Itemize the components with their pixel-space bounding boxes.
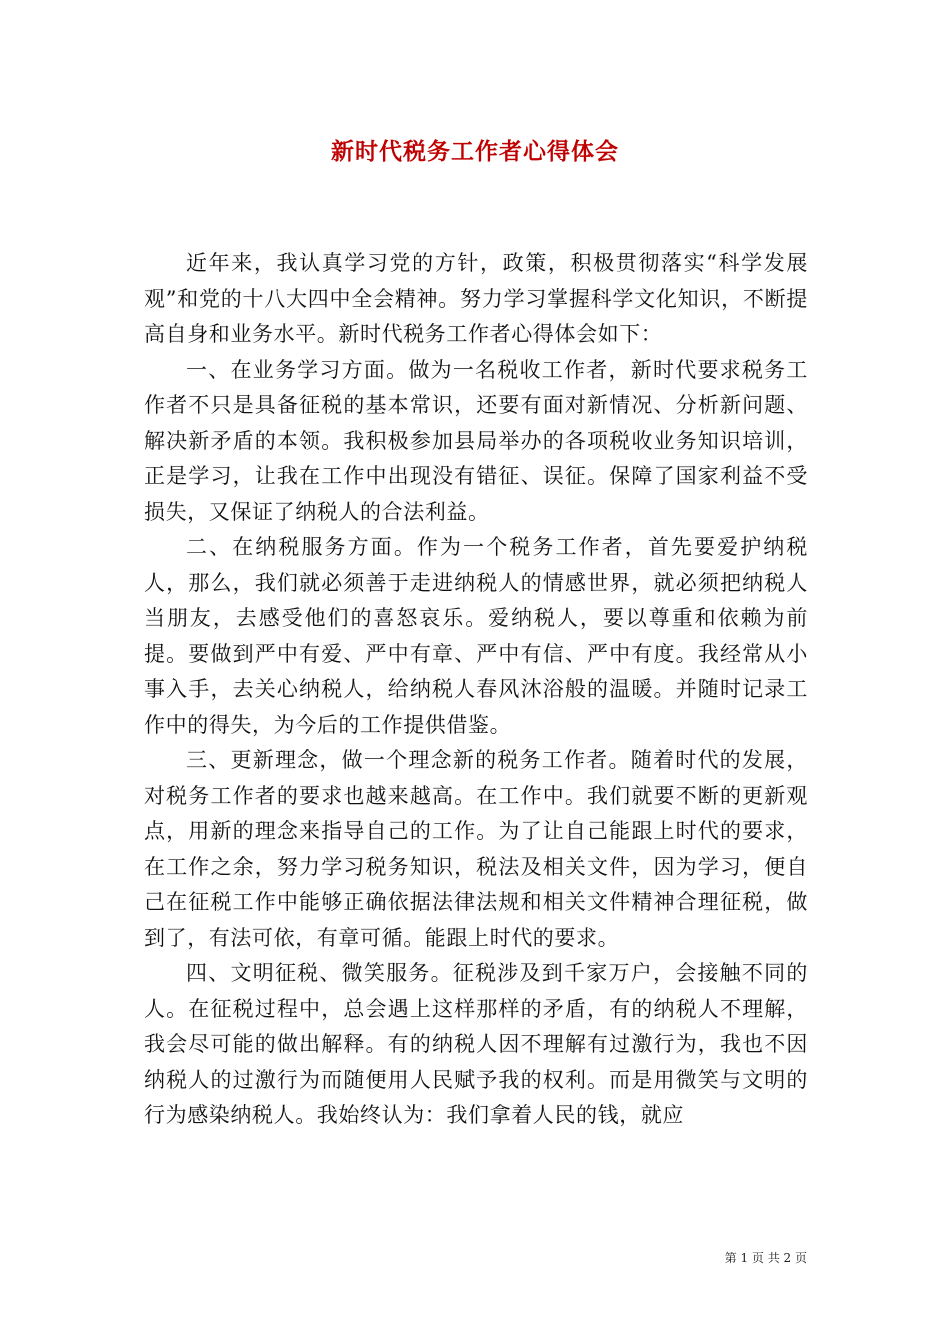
page-number-footer: 第 1 页 共 2 页 [724,1251,807,1265]
paragraph-civilized-tax: 四、文明征税、微笑服务。征税涉及到千家万户，会接触不同的人。在征税过程中，总会遇上这样那样的矛盾，有的纳税人不理解，我会尽可能的做出解释。有的纳税人因不理解有过激行为，我也不因纳税人的过激行为而随便用人民赋予我的权利。而是用微笑与文明的行为感染纳税人。我始终认为：我们拿着人民的钱，就应 [144,961,808,1127]
paragraph-business-study: 一、在业务学习方面。做为一名税收工作者，新时代要求税务工作者不只是具备征税的基本常识，还要有面对新情况、分析新问题、解决新矛盾的本领。我积极参加县局举办的各项税收业务知识培训，正是学习，让我在工作中出现没有错征、误征。保障了国家利益不受损失，又保证了纳税人的合法利益。 [144,357,808,524]
document-body [144,246,808,1134]
paragraph-intro: 近年来，我认真学习党的方针，政策，积极贯彻落实“科学发展观”和党的十八大四中全会精神。努力学习掌握科学文化知识，不断提高自身和业务水平。新时代税务工作者心得体会如下： [144,251,808,346]
paragraph-taxpayer-service: 二、在纳税服务方面。作为一个税务工作者，首先要爱护纳税人，那么，我们就必须善于走进纳税人的情感世界，就必须把纳税人当朋友，去感受他们的喜怒哀乐。爱纳税人，要以尊重和依赖为前提。要做到严中有爱、严中有章、严中有信、严中有度。我经常从小事入手，去关心纳税人，给纳税人春风沐浴般的温暖。并随时记录工作中的得失，为今后的工作提供借鉴。 [144,535,808,737]
document-title: 新时代税务工作者心得体会 [331,138,619,165]
paragraph-update-ideas: 三、更新理念，做一个理念新的税务工作者。随着时代的发展，对税务工作者的要求也越来越高。在工作中。我们就要不断的更新观点，用新的理念来指导自己的工作。为了让自己能跟上时代的要求，在工作之余，努力学习税务知识，税法及相关文件，因为学习，便自己在征税工作中能够正确依据法律法规和相关文件精神合理征税，做到了，有法可依，有章可循。能跟上时代的要求。 [144,748,808,950]
